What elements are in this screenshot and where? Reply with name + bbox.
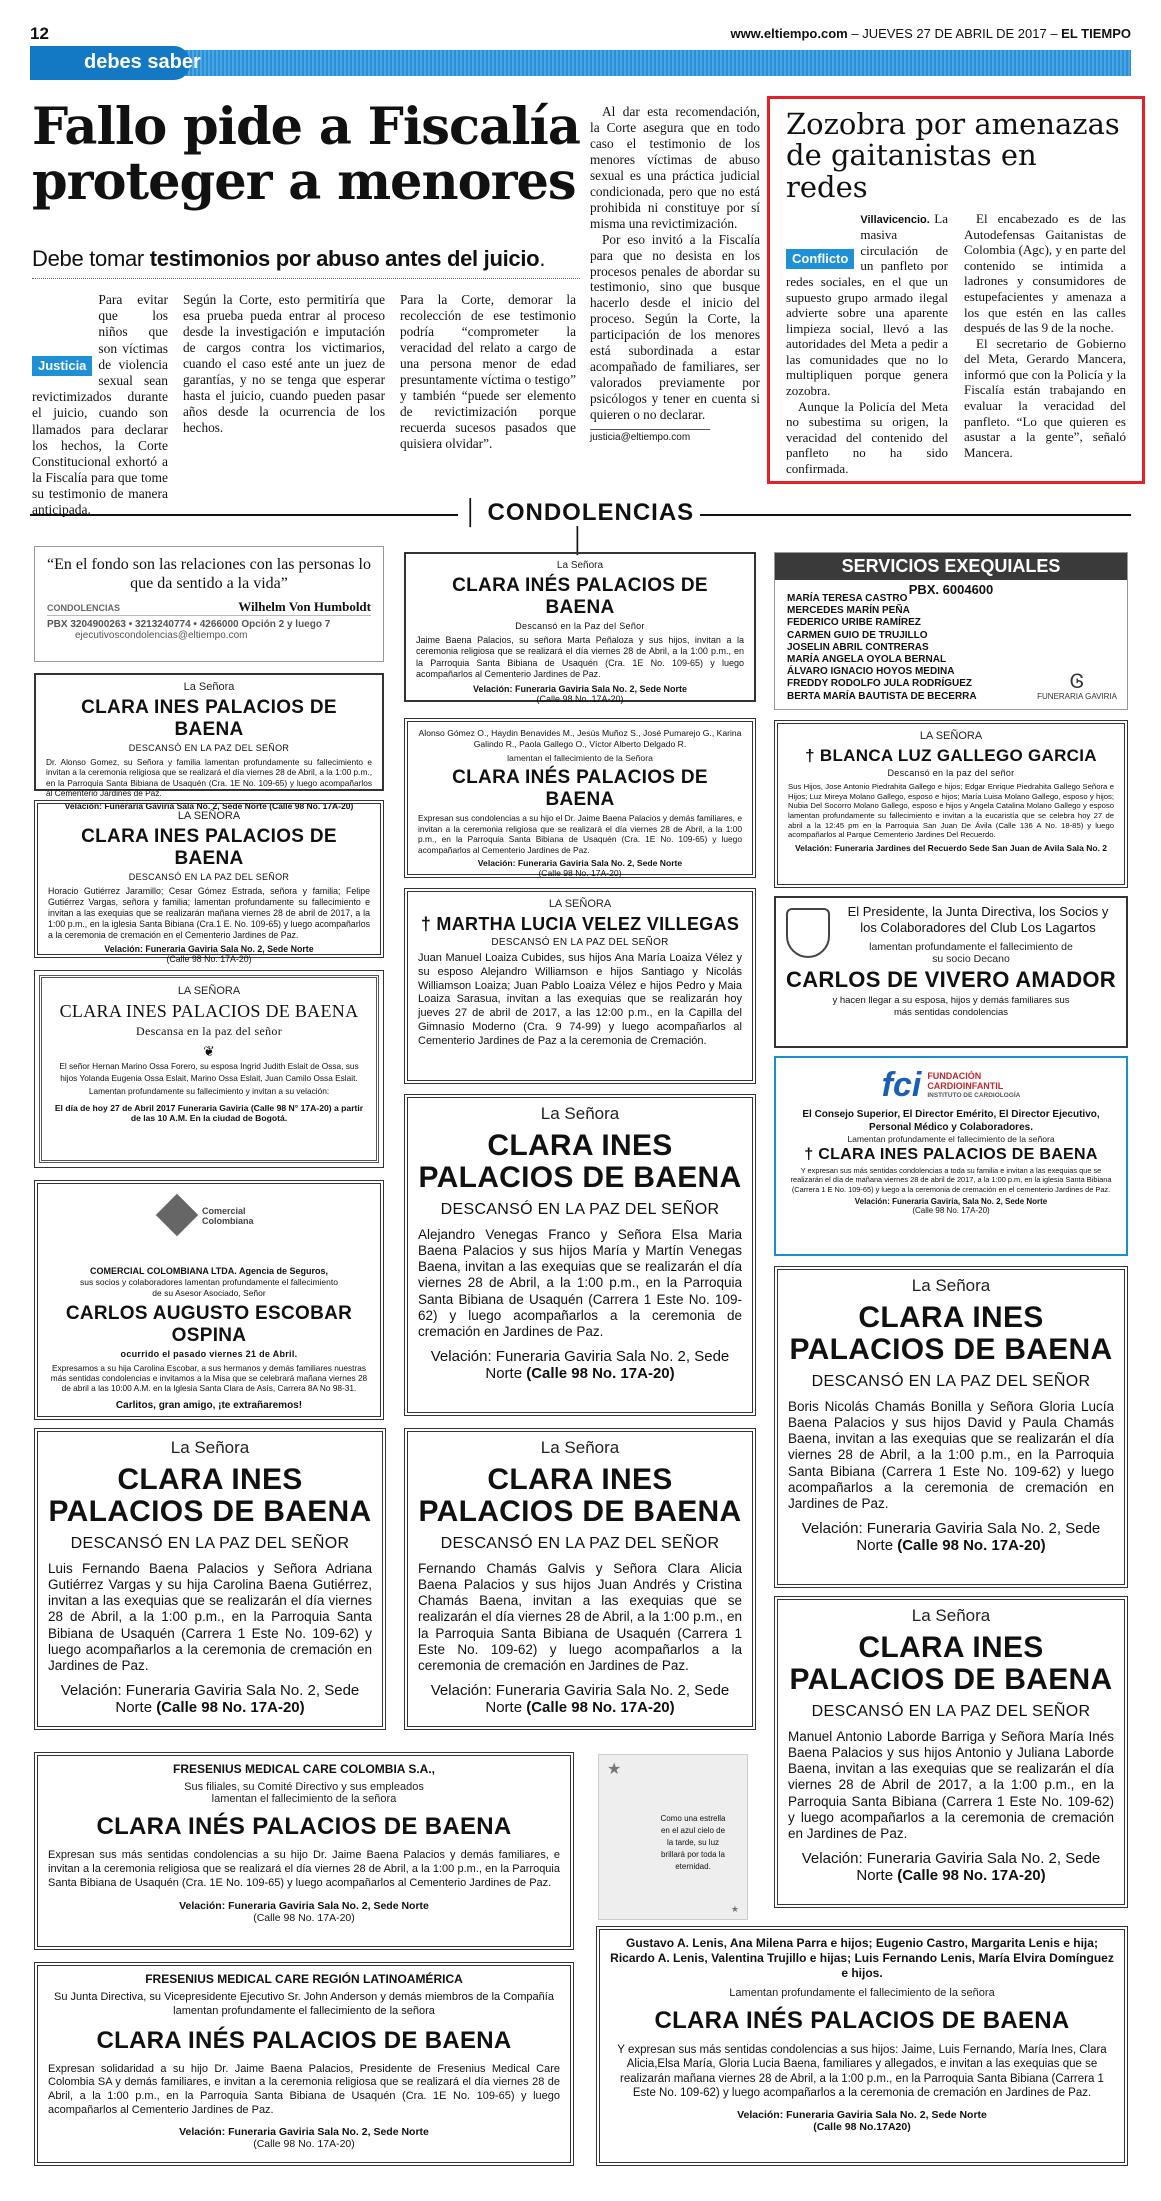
obit-name: CLARA INES PALACIOS DE BAENA [59,1001,359,1021]
obit-address: (Calle 98 No. 17A-20) [897,1867,1046,1885]
obit-text: y hacen llegar a su esposa, hijos y demás familiares sus más sentidas condolencias [832,995,1070,1019]
obit-name: CLARA INÉS PALACIOS DE BAENA [654,2007,1070,2034]
obit-address: (Calle 98 No. 17A-20) [536,694,624,704]
obit-velacion: Velación: Funeraria Gaviria Sala No. 2, Sede Norte [104,943,314,954]
obituary-card [404,552,756,702]
obit-text: Y expresan sus más sentidas condolencias a sus hijos: Jaime, Luis Fernando, María Ines, Clara Alicia,Elsa María, Gloria Lucia Baena, familiares y allegados, e invitan a las exequias que se realizarán mañana viernes 28 de Abril, a la 1:00 p.m., en la Parroquia Santa Bibiana (Carrera 1 Este No. 109-62) y luego acompañarlos a la ceremonia de cremación en Jardines de Paz. [617,2044,1107,2100]
side-col-1 [786,211,948,477]
obit-subtitle: Descansó en la Paz del Señor [515,621,645,631]
obit-address: (Calle 98 No. 17A-20) [166,953,252,964]
obit-name: CARLOS AUGUSTO ESCOBAR OSPINA [65,1302,353,1346]
obituary-card [404,1428,756,1730]
obituary-card [34,1180,384,1420]
logo-icon [156,1194,198,1236]
obit-text: Expresan sus condolencias a su hijo el Dr. Jaime Baena Palacios y demás familiares, e invitan a la ceremonia religiosa que se realizará el día viernes 28 de Abril, a la 1:00 p.m., en la Parroquia Santa Bibiana de Usaquén (Cra. 1E No. 109-65) y luego acompañarlos al Cementerio Jardines de Paz. [418,813,742,855]
obit-velacion: Velación: Funeraria Gaviria Sala No. 2, Sede Norte [179,2125,429,2138]
servicios-exequiales-ad [774,552,1128,710]
obit-subtitle: DESCANSÓ EN LA PAZ DEL SEÑOR [128,872,290,882]
obit-velacion-text: Velación: Funeraria Gaviria Sala No. 2, Sede Norte [801,1520,1101,1555]
condolencias-title: │ CONDOLENCIAS │ [463,499,695,554]
star-icon: ★ [730,1905,739,1915]
subhead-rule [32,278,580,279]
obit-velacion: Velación: Funeraria Gaviria Sala No. 2, Sede Norte (Calle 98 No. 17A-20) [64,801,354,812]
obit-name: CLARA INES PALACIOS DE BAENA [789,1631,1113,1697]
quote-label: CONDOLENCIAS [47,603,121,614]
obit-head2: sus socios y colaboradores lamentan profundamente el fallecimiento de su Asesor Asociado, Señor [80,1277,338,1298]
obit-text: Juan Manuel Loaiza Cubides, sus hijos Ana María Loaiza Vélez y su esposo Alejandro Williamson e hijos Santiago y Nicolás Williamson Loaiza; Juan Pablo Loaiza Vélez e hijos Pedro y Maia Loaiza Sarasua, invitan a las exequias que se realizarán hoy jueves 27 de abril de 2017, a las 12:00 p.m., en la Capilla del Gimnasio Moderno (Cra. 9 74-99) y luego acompañarlos al Cementerio Jardines de Paz a la ceremonia de Cremación. [418,952,742,1047]
obit-subtitle: DESCANSÓ EN LA PAZ DEL SEÑOR [440,1534,720,1552]
obit-label: lamentan el fallecimiento de la Señora [507,753,653,764]
obit-address: (Calle 98 No. 17A-20) [538,868,622,879]
obit-text: El señor Hernan Marino Ossa Forero, su esposa Ingrid Judith Eslait de Ossa, sus hijos Yolanda Eugenia Ossa Eslait, Marino Ossa Eslait, Juan Camilo Ossa Eslait. Lamentan profundamente su fallecimiento y invitan a su velación: [59,1061,359,1096]
star-icon: ★ [607,1759,622,1778]
obit-text: Expresamos a su hija Carolina Escobar, a sus hermanos y demás familiares nuestras más sentidas condolencias e invitamos a la Misa que se celebrará mañana viernes 28 de abril a las 10:00 A.M. en la Iglesia Santa Clara de Asís, Carrera 8A No 98-31. [50,1362,368,1394]
pbx-numbers: 3204900263 • 3213240774 • 4266000 Opción 2 y luego 7 [70,619,331,631]
obit-text: Alejandro Venegas Franco y Señora Elsa Maria Baena Palacios y sus hijos María y Martín Venegas Baena, invitan a las exequias que se realizarán el día viernes 28 de Abril, a la 1:00 p.m., en la Parroquia Santa Bibiana de Usaquén (Carrera 1 Este No. 109-62) y luego acompañarlos a la ceremonia de cremación en Jardines de Paz. [418,1226,742,1339]
obituary-card [34,673,384,812]
servicios-name: BERTA MARÍA BAUTISTA DE BECERRA [787,690,977,702]
servicios-name: FREDDY RODOLFO JULA RODRÍGUEZ [787,678,973,690]
obituary-card [34,970,384,1168]
obit-label: La Señora [183,681,235,693]
obit-name: † CLARA INES PALACIOS DE BAENA [804,1146,1098,1163]
obit-velacion-text: Velación: Funeraria Gaviria Sala No. 2, Sede Norte [430,1682,730,1717]
servicios-pbx: PBX. 6004600 [908,582,994,597]
side-col-1-text: La masiva circulación de un panfleto por redes sociales, en el que un supuesto grupo armado ilegal advierte sobre una aparente limpieza social, llevó a las autoridades del Meta a pedir a las comunidades que no lo multipliquen porque genera zozobra. [786,210,948,399]
main-col-3: Para la Corte, demorar la recolección de ese testimonio podría “comprometer la veracidad del relato a cargo de una persona menor de edad presuntamente víctima o testigo” y también “puede ser elemento de revictimización porque recuerda sucesos pasados que quisiera olvidar”. [400,292,576,451]
obit-text: Expresan sus más sentidas condolencias a su hijo Dr. Jaime Baena Palacios y demás familiares, e invitan a la ceremonia religiosa que se realizará el día viernes 28 de Abril, a la 1:00 p.m., en la Parroquia Santa Bibiana de Usaquén (Cra. 1E No. 109-65) y luego acompañarlos al Cementerio Jardines de Paz. [48,1849,560,1889]
obit-text: Expresan solidaridad a su hijo Dr. Jaime Baena Palacios, Presidente de Fresenius Medical Care Colombia SA y demás familiares, e invitan a la ceremonia religiosa que se realizará el día viernes 28 de Abril, a la 1:00 p.m., en la Parroquia Santa Bibiana de Usaquén (Cra. 1E No. 109-65) y luego acompañarlos al Cementerio Jardines de Paz. [48,2062,560,2116]
obit-label: La Señora [556,560,604,571]
club-lagartos-logo [786,908,830,958]
obit-label: LA SEÑORA [919,730,983,742]
main-subhead [32,246,592,272]
obit-label: Lamentan profundamente el fallecimiento de la señora [847,1134,1055,1144]
servicios-name: CARMEN GUIO DE TRUJILLO [787,629,928,641]
servicios-name: ÁLVARO IGNACIO HOYOS MEDINA [787,666,955,678]
obit-name: CLARA INES PALACIOS DE BAENA [81,697,337,740]
obituary-card [596,1926,1128,2166]
obit-text: Dr. Alonso Gomez, su Señora y familia lamentan profundamente su fallecimiento e invitan a la ceremonia religiosa que se realizará el día viernes 28 de Abril, a la 1:00 p.m., en la Parroquia Santa Bibiana de Usaquén (Cra. 1E No. 109-65) y luego acompañarlos al Cementerio Jardines de Paz. [46,757,372,799]
star-quote-ad [598,1754,748,1920]
quote-ad [34,546,384,662]
obit-name: CARLOS DE VIVERO AMADOR [786,967,1116,993]
obit-velacion-text: Velación: Funeraria Gaviria Sala No. 2, Sede Norte [60,1682,360,1717]
obit-label: Lamentan profundamente el fallecimiento de la señora [729,1987,995,1999]
obit-velacion-text: Velación: Funeraria Gaviria Sala No. 2, Sede Norte [801,1850,1101,1885]
obit-velacion [418,1348,742,1382]
obituary-card [774,1596,1128,1908]
obit-name: CLARA INÉS PALACIOS DE BAENA [96,2026,512,2054]
condolencias-rule-left [30,514,458,516]
obit-subtitle: Descansa en la paz del señor [135,1024,282,1038]
obit-subtitle: Descansó en la paz del señor [887,768,1015,778]
obit-label: LA SEÑORA [177,810,241,822]
obit-head: FRESENIUS MEDICAL CARE COLOMBIA S.A., [172,1762,435,1776]
obit-text: Jaime Baena Palacios, su señora Marta Peñaloza y sus hijos, invitan a la ceremonia religiosa que se realizará el día viernes 28 de Abril, a la 1:00 p.m., en la Parroquia Santa Bibiana de Usaquén (Cra. 1E No. 109-65) y luego acompañarlos al Cementerio Jardines de Paz. [416,635,744,679]
obit-address: (Calle 98 No. 17A-20) [897,1537,1046,1555]
obit-velacion: Velación: Funeraria Jardines del Recuerdo Sede San Juan de Avila Sala No. 2 [794,842,1108,853]
obit-head: Gustavo A. Lenis, Ana Milena Parra e hijos; Eugenio Castro, Margarita Lenis e hija; Ricardo A. Lenis, Valentina Trujillo e hijas; Luis Fernando Lenis, María Elvira Domínguez e hijos. [610,1936,1114,1980]
obituary-card [404,718,756,878]
obit-text: Boris Nicolás Chamás Bonilla y Señora Gloria Lucía Baena Palacios y sus hijos David y Paula Chamás Baena, invitan a las exequias que se realizarán el día viernes 28 de Abril, a la 1:00 p.m., en la Parroquia Santa Bibiana (Carrera 1 Este No. 109-62) y luego acompañarlos a la ceremonia de cremación en Jardines de Paz. [788,1398,1114,1511]
obit-velacion [788,1520,1114,1554]
obit-label: La Señora [540,1438,620,1457]
servicios-names [787,593,977,703]
side-col-1b: Aunque la Policía del Meta no subestima su origen, la veracidad del contenido del panfleto no ha sido confirmada. [786,398,948,477]
side-col-2 [964,211,1126,477]
subhead-end: . [539,246,546,271]
obit-subtitle: DESCANSÓ EN LA PAZ DEL SEÑOR [440,1200,720,1218]
obit-subtitle: DESCANSÓ EN LA PAZ DEL SEÑOR [811,1372,1091,1390]
obit-label: LA SEÑORA [177,985,241,997]
subhead-prefix: Debe tomar [32,246,150,271]
obit-address: (Calle 98 No.17A20) [813,2120,911,2133]
servicios-name: JOSELIN ABRIL CONTRERAS [787,641,929,653]
fci-logo-icon: fci [881,1066,922,1104]
obituary-card [774,896,1128,1048]
obituary-card [34,800,384,964]
logo-text: Comercial Colombiana [202,1206,254,1226]
obituary-card [34,1428,386,1730]
obit-label2: su socio Decano [932,953,1010,966]
comercial-colombiana-logo [154,1196,264,1242]
obituary-card [774,1266,1128,1588]
pbx-label: PBX [47,619,68,631]
obituary-card [34,1962,574,2166]
obit-address: (Calle 98 No. 17A-20) [253,2137,355,2150]
obit-text: Horacio Gutiérrez Jaramillo; Cesar Gómez Estrada, señora y familia; Felipe Gutiérrez Vargas, señora y familia; lamentan profundamente su fallecimiento e invitan a las exequias que se realizarán mañana viernes 28 de abril de 2017, a la 1:00 p.m., en la iglesia Santa Bibiana (Cra.1 E. No. 109-65) y luego acompañarlos a la ceremonia de cremación en el Cementerio Jardines de Paz. [48,886,370,940]
obituary-card [774,1056,1128,1256]
fci-logo [786,1066,1116,1105]
section-label-text: debes saber [84,51,201,73]
obit-head2: Sus filiales, su Comité Directivo y sus empleados [184,1781,424,1793]
gaviria-logo-text: FUNERARIA GAVIRIA [1037,692,1117,701]
subhead-bold: testimonios por abuso antes del juicio [149,246,540,271]
obit-address: (Calle 98 No. 17A-20) [912,1205,990,1215]
obit-text: Luis Fernando Baena Palacios y Señora Adriana Gutiérrez Vargas y su hija Carolina Baena Gutiérrez, invitan a las exequias que se realizarán el día viernes 28 de Abril, a la 1:00 p.m., en la Parroquia Santa Bibiana de Usaquén (Carrera 1 Este No. 109-62) y luego acompañarlos a la ceremonia de cremación en Jardines de Paz. [48,1560,372,1673]
main-col-1-text: Para evitar que los niños que son víctimas de violencia sexual sean revictimizados durante el juicio, cuando son llamados para declarar los hechos, la Corte Constitucional exhortó a la Fiscalía para que tome su testimonio de manera anticipada. [32,292,168,518]
obit-velacion: Velación: Funeraria Gaviria Sala No. 2, Sede Norte [472,684,688,694]
quote-author: Wilhelm Von Humboldt [238,599,371,615]
paper-name: EL TIEMPO [1061,26,1131,41]
obit-label: La Señora [911,1276,991,1295]
obit-text: Manuel Antonio Laborde Barriga y Señora María Inés Baena Palacios y sus hijos Antonio y Juliana Laborde Baena, invitan a las exequias que se realizarán el día viernes 28 de Abril de 2017, a la 1:00 p.m., en la Parroquia Santa Bibiana (Carrera 1 Este No. 109-62) y luego acompañarlos a la ceremonia de cremación en Jardines de Paz. [788,1728,1114,1841]
condolencias-rule-right [700,514,1131,516]
side-col-2b: El secretario de Gobierno del Meta, Gerardo Mancera, informó que con la Policía y la Fiscalía están trabajando en evaluar la veracidad del panfleto. “Lo que quieren es asustar a la gente”, señaló Mancera. [964,335,1126,460]
obituary-card [404,888,756,1084]
obit-name: † BLANCA LUZ GALLEGO GARCIA [805,746,1097,765]
servicios-name: MARÍA ANGELA OYOLA BERNAL [787,653,947,665]
obit-velacion [48,1682,372,1716]
obit-velacion: Velación: Funeraria Gaviria Sala No. 2, Sede Norte [737,2108,987,2121]
obit-name: CLARA INÉS PALACIOS DE BAENA [96,1813,512,1840]
side-col-2a: El encabezado es de las Autodefensas Gaitanistas de Colombia (Agc), y en parte del contenido se intimida a ladrones y consumidores de estupefacientes y amenaza a los que estén en las calles después de las 9 de la noche. [964,210,1126,336]
obit-head: El Presidente, la Junta Directiva, los Socios y los Colaboradores del Club Los Lagartos [847,904,1109,935]
obit-head: El Consejo Superior, El Director Emérito, El Director Ejecutivo, Personal Médico y Colaboradores. [802,1109,1100,1133]
obit-velacion: Velación: Funeraria Gaviria Sala No. 2, Sede Norte [179,1900,429,1913]
fci-logo-sub: INSTITUTO DE CARDIOLOGÍA [927,1091,1021,1099]
obit-address: (Calle 98 No. 17A-20) [253,1912,355,1925]
obit-name: CLARA INES PALACIOS DE BAENA [789,1301,1113,1367]
main-headline: Fallo pide a Fiscalía proteger a menores [32,97,580,212]
star-quote-text: Como una estrella en el azul cielo de la tarde, su luz brillará por toda la eternidad. [660,1814,726,1871]
obit-velacion: Velación: Funeraria Gaviria Sala No. 2, Sede Norte [477,858,683,869]
main-col-4 [590,104,760,444]
page-number: 12 [30,24,49,43]
side-article-box [767,96,1145,484]
obit-name: CLARA INES PALACIOS DE BAENA [48,1463,372,1529]
servicios-name: FEDERICO URIBE RAMÍREZ [787,617,921,629]
main-col-4a: Al dar esta recomendación, la Corte asegura que en todo caso el testimonio de los menores víctimas de abuso sexual es una práctica judicial condicionada, pero que no está prohibida ni constituye por sí misma una revictimización. [590,104,760,231]
main-email-rule [590,429,710,430]
obit-name: CLARA INÉS PALACIOS DE BAENA [452,575,708,618]
obit-name: † MARTHA LUCIA VELEZ VILLEGAS [420,914,740,934]
obit-subtitle: DESCANSÓ EN LA PAZ DEL SEÑOR [811,1702,1091,1720]
obit-address: (Calle 98 No. 17A-20) [526,1699,675,1717]
obit-label: LA SEÑORA [548,898,612,910]
obit-text: Sus Hijos, Jose Antonio Piedrahita Gallego e hijos; Edgar Enrique Piedrahita Gallego Señora e Hijos; Luz Mireya Molano Gallego, esposo e hijos; María Luisa Molano Gallego, esposo y hijos; Nubia Del Socorro Molano Gallego, esposo e hijos y Angela Catalina Molano Gallego y esposo lamentan profundamente su fallecimiento e invitan a la eucaristía que se celebra hoy 27 de abril a la 12:45 pm en la Parroquia San Juan De Ávila (Calle 136 A No. 18-85) y luego acompañarlos al Parque Cementerio Jardines Del Recuerdo. [788,782,1114,840]
obit-velacion-text: Velación: Funeraria Gaviria Sala No. 2, Sede Norte [430,1348,730,1383]
issue-date: JUEVES 27 DE ABRIL DE 2017 [862,26,1047,41]
obituary-card [34,1752,574,1950]
funeraria-gaviria-logo [1037,672,1117,701]
obit-label: La Señora [540,1104,620,1123]
obit-velacion [788,1850,1114,1884]
tag-justicia: Justicia [32,356,92,376]
obit-label: lamentan el fallecimiento de la señora [211,1793,397,1805]
obit-name: CLARA INÉS PALACIOS DE BAENA [452,767,708,811]
obit-velacion: El día de hoy 27 de Abril 2017 Funeraria Gaviria (Calle 98 N° 17A-20) a partir de las 10 A.M. En la ciudad de Bogotá. [54,1103,364,1124]
quote-text: “En el fondo son las relaciones con las personas lo que da sentido a la vida” [47,556,371,593]
obit-label: La Señora [170,1438,250,1457]
servicios-name: MERCEDES MARÍN PEÑA [787,605,910,617]
obit-head: Alonso Gómez O., Haydin Benavides M., Jesús Muñoz S., José Pumarejo G., Karina Galindo R., Paola Gallego O., Víctor Alberto Delgado R. [418,728,742,749]
main-col-4b: Por eso invitó a la Fiscalía para que no desista en los procesos penales de abordar su testimonio, sino que busque hacerlo desde el inicio del proceso. Según la Corte, la participación de los menores está subordinada a estar acompañado de familiares, ser valorados previamente por psicólogos y tener en cuenta si quieren o no declarar. [590,231,760,423]
obit-label: lamentan profundamente el fallecimiento de [869,941,1073,954]
servicios-title: SERVICIOS EXEQUIALES [775,553,1127,580]
main-col-1 [32,292,168,519]
obituary-card [774,720,1128,888]
obit-head2: Su Junta Directiva, su Vicepresidente Ejecutivo Sr. John Anderson y demás miembros de la Compañía lamentan profundamente el fallecimiento de la señora [54,1991,554,2017]
main-email[interactable]: justicia@eltiempo.com [590,432,691,444]
ornament-icon: ❦ [203,1043,215,1059]
obit-subtitle: ocurrido el pasado viernes 21 de Abril. [120,1348,298,1359]
obit-address: (Calle 98 No. 17A-20) [526,1365,675,1383]
condolencias-email[interactable]: ejecutivoscondolencias@eltiempo.com [75,630,248,642]
site-url[interactable]: www.eltiempo.com [730,26,848,41]
obit-name: CLARA INES PALACIOS DE BAENA [418,1463,742,1529]
gaviria-icon: Ꮆ [1070,671,1085,693]
main-col-2: Según la Corte, esto permitiría que esa prueba pueda entrar al proceso desde la investigación e imputación de cargos contra los victimarios, cuando el caso esté ante un juez de garantías, y no se tenga que esperar hasta el juicio, cuando pueden pasar años desde la ocurrencia de los hechos. [183,292,385,435]
obit-name: CLARA INES PALACIOS DE BAENA [81,826,337,869]
obit-subtitle: DESCANSÓ EN LA PAZ DEL SEÑOR [128,743,290,753]
side-dateline: Villavicencio. [860,213,930,226]
obit-subtitle: DESCANSÓ EN LA PAZ DEL SEÑOR [491,937,669,948]
obit-velacion [418,1682,742,1716]
side-headline: Zozobra por amenazas de gaitanistas en redes [786,107,1120,204]
header-dateline: www.eltiempo.com – JUEVES 27 DE ABRIL DE 2017 – EL TIEMPO [730,26,1131,41]
obit-subtitle: DESCANSÓ EN LA PAZ DEL SEÑOR [70,1534,350,1552]
obit-head: COMERCIAL COLOMBIANA LTDA. Agencia de Seguros, [89,1266,328,1276]
condolencias-title-text: CONDOLENCIAS [487,499,695,526]
obit-label: La Señora [911,1606,991,1625]
obit-head: FRESENIUS MEDICAL CARE REGIÓN LATINOAMÉRICA [145,1972,463,1986]
obit-velacion: Velación: Funeraria Gaviria, Sala No. 2, Sede Norte [854,1196,1048,1206]
obit-name: CLARA INES PALACIOS DE BAENA [418,1129,742,1195]
servicios-name: MARÍA TERESA CASTRO [787,593,908,604]
tag-conflicto: Conflicto [786,249,854,269]
obit-closing: Carlitos, gran amigo, ¡te extrañaremos! [115,1399,303,1411]
obit-address: (Calle 98 No. 17A-20) [156,1699,305,1717]
obit-text: Fernando Chamás Galvis y Señora Clara Alicia Baena Palacios y sus hijos Juan Andrés y Cristina Chamás Baena, invitan a las exequias que se realizarán el día viernes 28 de Abril, a la 1:00 p.m., en la Parroquia Santa Bibiana de Usaquén (Carrera 1 Este No. 109-62) y luego acompañarlos a la ceremonia de cremación en Jardines de Paz. [418,1560,742,1673]
fci-logo-text: FUNDACIÓN CARDIOINFANTIL [927,1071,1004,1091]
obit-text: Y expresan sus más sentidas condolencias a toda su familia e invitan a las exequias que se realizarán el día de mañana viernes 28 de abril de 2017, a la 1:00 p.m, en la iglesia Santa Bibiana (Carrera 1 E No. 109-65) y luego a la ceremonia de cremación en el cementerio Jardines de Paz. [790,1166,1112,1194]
obituary-card [404,1094,756,1416]
